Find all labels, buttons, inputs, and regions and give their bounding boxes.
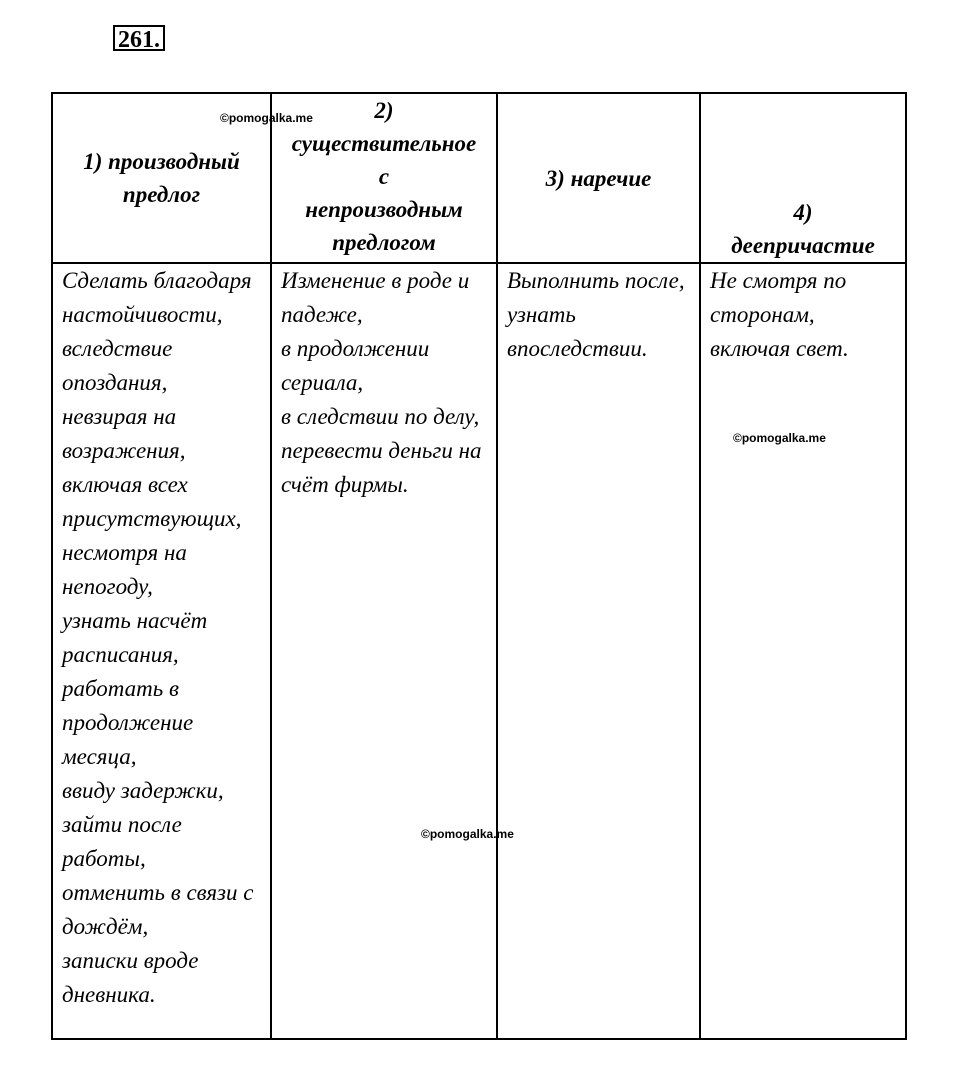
list-item: зайти после работы,: [62, 812, 182, 871]
cell-derived-prepositions: [52, 263, 271, 1039]
list-item: узнать насчёт расписания,: [62, 608, 208, 667]
header-line: 4): [793, 200, 813, 225]
list-item: Сделать благодаря настойчивости,: [62, 268, 252, 327]
table-body-row: [52, 263, 906, 1039]
cell-gerunds: [700, 263, 906, 1039]
list-item: несмотря на непогоду,: [62, 540, 187, 599]
list-item: ввиду задержки,: [62, 778, 224, 803]
exercise-number-dot: .: [154, 27, 160, 53]
header-derived-preposition-text: 1) производный предлог: [83, 149, 240, 207]
header-adverb: [497, 93, 700, 263]
header-line: предлогом: [332, 230, 436, 255]
list-item: Не смотря по сторонам,: [710, 268, 847, 327]
header-line: деепричастие: [731, 233, 875, 258]
exercise-number: [113, 25, 165, 51]
list-item: в следствии по делу,: [281, 404, 480, 429]
watermark: ©pomogalka.me: [733, 431, 826, 445]
watermark: ©pomogalka.me: [421, 827, 514, 841]
header-line: существительное: [291, 131, 477, 156]
header-line: с: [378, 164, 390, 189]
list-item: невзирая на возражения,: [62, 404, 186, 463]
list-item: отменить в связи с дождём,: [62, 880, 254, 939]
table-header-row: [52, 93, 906, 263]
answer-table: [51, 92, 907, 1040]
header-line: непроизводным: [305, 197, 463, 222]
list-item: в продолжении сериала,: [281, 336, 430, 395]
list-item: включая всех присутствующих,: [62, 472, 242, 531]
list-item: работать в продолжение месяца,: [62, 676, 194, 769]
header-adverb-text: 3) наречие: [545, 165, 652, 191]
list-item: включая свет.: [710, 336, 849, 361]
list-item: записки вроде дневника.: [62, 948, 199, 1007]
cell-nouns-with-prepositions: [271, 263, 497, 1039]
cell-adverbs: [497, 263, 700, 1039]
list-item: Выполнить после,: [507, 268, 685, 293]
header-line: 2): [374, 98, 394, 123]
list-item: перевести деньги на счёт фирмы.: [281, 438, 482, 497]
list-item: вследствие опоздания,: [62, 336, 173, 395]
list-item: узнать впоследствии.: [507, 302, 648, 361]
header-gerund: [700, 93, 906, 263]
exercise-number-value: 261: [118, 27, 154, 53]
list-item: Изменение в роде и падеже,: [281, 268, 470, 327]
watermark: ©pomogalka.me: [220, 111, 313, 125]
